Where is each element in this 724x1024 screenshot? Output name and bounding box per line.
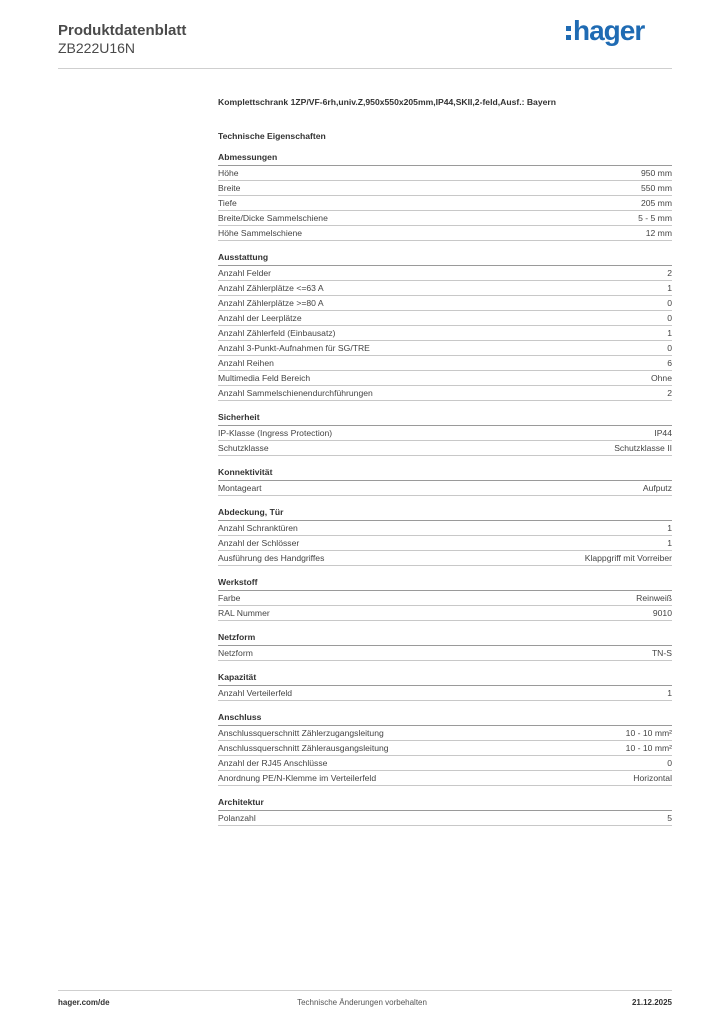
property-value: 2 [667, 388, 672, 398]
property-row [218, 371, 672, 386]
property-row [218, 741, 672, 756]
property-label: Netzform [218, 648, 253, 658]
property-value: 0 [667, 298, 672, 308]
property-value: 10 - 10 mm² [625, 743, 672, 753]
property-label: Höhe Sammelschiene [218, 228, 303, 238]
footer-website: hager.com/de [58, 998, 110, 1007]
property-value: 950 mm [640, 168, 672, 178]
property-label: Anordnung PE/N-Klemme im Verteilerfeld [218, 773, 377, 783]
property-value: 1 [667, 328, 672, 338]
property-value: 5 - 5 mm [638, 213, 672, 223]
property-value: IP44 [654, 428, 672, 438]
property-value: 1 [667, 283, 672, 293]
group-title: Architektur [218, 795, 672, 811]
property-row [218, 226, 672, 241]
group-title: Netzform [218, 630, 672, 646]
property-label: Ausführung des Handgriffes [218, 553, 325, 563]
property-row [218, 686, 672, 701]
header-title: Produktdatenblatt [58, 22, 187, 39]
property-label: Anschlussquerschnitt Zählerausgangsleitung [218, 743, 389, 753]
property-label: Anzahl Felder [218, 268, 272, 278]
property-group [218, 710, 672, 786]
property-label: Anzahl der Leerplätze [218, 313, 302, 323]
property-label: Farbe [218, 593, 241, 603]
header-divider [58, 68, 672, 69]
property-value: 12 mm [645, 228, 672, 238]
property-label: Anzahl Zählerfeld (Einbausatz) [218, 328, 336, 338]
logo-text: hager [573, 15, 645, 46]
property-label: Anzahl Schranktüren [218, 523, 298, 533]
property-row [218, 281, 672, 296]
property-row [218, 726, 672, 741]
property-row [218, 521, 672, 536]
property-label: Anzahl 3-Punkt-Aufnahmen für SG/TRE [218, 343, 370, 353]
property-label: Höhe [218, 168, 239, 178]
property-label: Anschlussquerschnitt Zählerzugangsleitung [218, 728, 384, 738]
property-value: Aufputz [642, 483, 672, 493]
property-label: RAL Nummer [218, 608, 270, 618]
property-row [218, 646, 672, 661]
property-row [218, 311, 672, 326]
property-row [218, 426, 672, 441]
property-value: 1 [667, 538, 672, 548]
property-label: Anzahl der Schlösser [218, 538, 300, 548]
property-row [218, 181, 672, 196]
property-value: 205 mm [640, 198, 672, 208]
property-label: Anzahl der RJ45 Anschlüsse [218, 758, 328, 768]
property-row [218, 551, 672, 566]
property-group [218, 670, 672, 701]
property-row [218, 606, 672, 621]
property-value: 6 [667, 358, 672, 368]
property-group [218, 465, 672, 496]
group-title: Anschluss [218, 710, 672, 726]
property-row [218, 326, 672, 341]
group-title: Kapazität [218, 670, 672, 686]
property-value: Klappgriff mit Vorreiber [584, 553, 672, 563]
property-value: Ohne [650, 373, 672, 383]
property-value: Schutzklasse II [614, 443, 672, 453]
property-label: Polanzahl [218, 813, 256, 823]
footer-date: 21.12.2025 [631, 998, 672, 1007]
property-row [218, 536, 672, 551]
property-value: 9010 [652, 608, 672, 618]
property-row [218, 771, 672, 786]
property-row [218, 211, 672, 226]
group-title: Werkstoff [218, 575, 672, 591]
hager-logo [566, 16, 644, 46]
property-row [218, 296, 672, 311]
property-group [218, 250, 672, 401]
property-value: 1 [667, 688, 672, 698]
property-label: Anzahl Sammelschienendurchführungen [218, 388, 373, 398]
group-title: Sicherheit [218, 410, 672, 426]
property-label: Breite/Dicke Sammelschiene [218, 213, 328, 223]
property-group [218, 505, 672, 566]
property-row [218, 166, 672, 181]
property-label: Anzahl Zählerplätze <=63 A [218, 283, 324, 293]
property-label: Tiefe [218, 198, 237, 208]
property-row [218, 591, 672, 606]
property-value: Horizontal [633, 773, 672, 783]
property-group [218, 150, 672, 241]
property-value: 5 [667, 813, 672, 823]
group-title: Ausstattung [218, 250, 672, 266]
property-group [218, 630, 672, 661]
property-value: 2 [667, 268, 672, 278]
property-value: 0 [667, 758, 672, 768]
property-label: IP-Klasse (Ingress Protection) [218, 428, 333, 438]
property-group [218, 575, 672, 621]
property-value: 0 [667, 313, 672, 323]
group-title: Abmessungen [218, 150, 672, 166]
property-row [218, 196, 672, 211]
property-group [218, 795, 672, 826]
properties-groups [218, 150, 672, 835]
property-row [218, 441, 672, 456]
property-label: Breite [218, 183, 241, 193]
section-title: Technische Eigenschaften [218, 131, 326, 141]
footer-divider [58, 990, 672, 991]
property-row [218, 356, 672, 371]
property-row [218, 481, 672, 496]
property-label: Schutzklasse [218, 443, 269, 453]
property-value: 1 [667, 523, 672, 533]
property-label: Anzahl Verteilerfeld [218, 688, 293, 698]
property-row [218, 266, 672, 281]
property-label: Montageart [218, 483, 262, 493]
logo-dots-icon [566, 26, 571, 40]
property-value: 0 [667, 343, 672, 353]
property-value: Reinweiß [636, 593, 672, 603]
property-label: Multimedia Feld Bereich [218, 373, 311, 383]
property-label: Anzahl Zählerplätze >=80 A [218, 298, 324, 308]
property-row [218, 811, 672, 826]
group-title: Konnektivität [218, 465, 672, 481]
property-row [218, 756, 672, 771]
property-row [218, 386, 672, 401]
footer-note: Technische Änderungen vorbehalten [297, 998, 427, 1007]
property-value: 10 - 10 mm² [625, 728, 672, 738]
property-row [218, 341, 672, 356]
product-description: Komplettschrank 1ZP/VF-6rh,univ.Z,950x550x205mm,IP44,SKII,2-feld,Ausf.: Bayern [218, 97, 556, 107]
property-label: Anzahl Reihen [218, 358, 274, 368]
group-title: Abdeckung, Tür [218, 505, 672, 521]
property-value: 550 mm [640, 183, 672, 193]
article-number: ZB222U16N [58, 40, 136, 56]
property-value: TN-S [651, 648, 672, 658]
property-group [218, 410, 672, 456]
